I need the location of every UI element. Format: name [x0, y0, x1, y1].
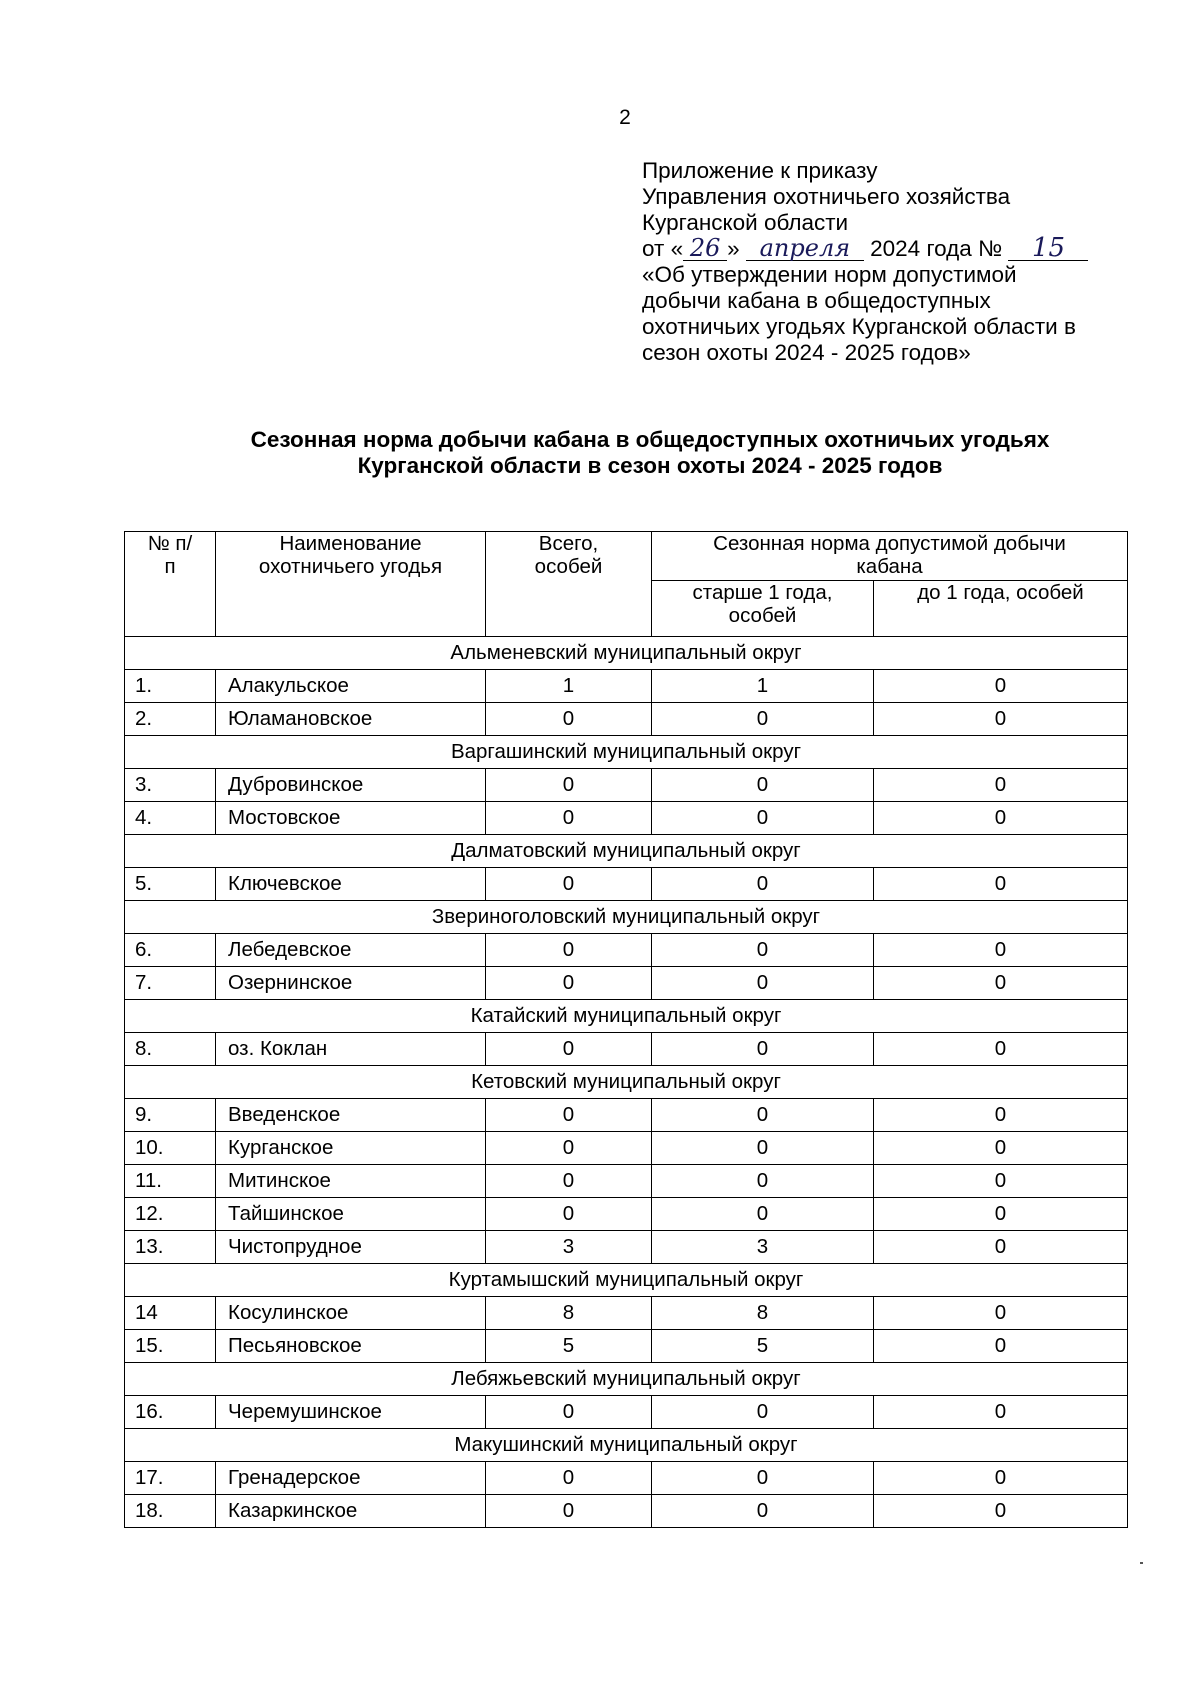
header-older-than-1-year: старше 1 года, особей: [652, 581, 874, 637]
header-hunting-ground: Наименование охотничьего угодья: [216, 532, 486, 637]
older-count: 0: [652, 1396, 874, 1429]
district-row: [125, 1000, 1128, 1033]
total-count: 0: [486, 967, 652, 1000]
row-number: 2.: [125, 703, 216, 736]
district-row: [125, 637, 1128, 670]
younger-count: 0: [874, 1330, 1128, 1363]
younger-count: 0: [874, 1297, 1128, 1330]
younger-count: 0: [874, 1495, 1128, 1528]
table-row: [125, 1297, 1128, 1330]
row-number: 12.: [125, 1198, 216, 1231]
hunting-ground-name: Лебедевское: [216, 934, 486, 967]
hunting-ground-name: Мостовское: [216, 802, 486, 835]
total-count: 0: [486, 934, 652, 967]
total-count: 8: [486, 1297, 652, 1330]
older-count: 1: [652, 670, 874, 703]
younger-count: 0: [874, 670, 1128, 703]
appendix-line: «Об утверждении норм допустимой: [642, 262, 1017, 287]
district-name: Варгашинский муниципальный округ: [125, 736, 1128, 769]
district-row: [125, 901, 1128, 934]
district-row: [125, 1066, 1128, 1099]
district-name: Катайский муниципальный округ: [125, 1000, 1128, 1033]
table-row: [125, 703, 1128, 736]
hunting-norms-table: [124, 531, 1128, 1528]
older-count: 0: [652, 967, 874, 1000]
younger-count: 0: [874, 1231, 1128, 1264]
younger-count: 0: [874, 1396, 1128, 1429]
header-seasonal-norm: Сезонная норма допустимой добычи кабана: [652, 532, 1128, 581]
table-row: [125, 1231, 1128, 1264]
table-row: [125, 1033, 1128, 1066]
older-count: 0: [652, 868, 874, 901]
row-number: 7.: [125, 967, 216, 1000]
district-name: Кетовский муниципальный округ: [125, 1066, 1128, 1099]
older-count: 5: [652, 1330, 874, 1363]
hunting-ground-name: Митинское: [216, 1165, 486, 1198]
district-name: Звериноголовский муниципальный округ: [125, 901, 1128, 934]
handwritten-day: 26: [683, 236, 727, 261]
younger-count: 0: [874, 1165, 1128, 1198]
hunting-ground-name: Дубровинское: [216, 769, 486, 802]
younger-count: 0: [874, 1099, 1128, 1132]
older-count: 0: [652, 1132, 874, 1165]
hunting-ground-name: Ключевское: [216, 868, 486, 901]
appendix-line: Курганской области: [642, 210, 849, 235]
total-count: 0: [486, 703, 652, 736]
appendix-line: охотничьих угодьях Курганской области в: [642, 314, 1076, 339]
younger-count: 0: [874, 802, 1128, 835]
appendix-block: [642, 158, 1162, 366]
total-count: 0: [486, 1495, 652, 1528]
hunting-ground-name: Песьяновское: [216, 1330, 486, 1363]
older-count: 0: [652, 703, 874, 736]
table-row: [125, 934, 1128, 967]
younger-count: 0: [874, 769, 1128, 802]
younger-count: 0: [874, 868, 1128, 901]
table-row: [125, 1330, 1128, 1363]
row-number: 16.: [125, 1396, 216, 1429]
table-row: [125, 670, 1128, 703]
older-count: 0: [652, 1495, 874, 1528]
total-count: 0: [486, 1033, 652, 1066]
district-row: [125, 1363, 1128, 1396]
row-number: 3.: [125, 769, 216, 802]
older-count: 0: [652, 934, 874, 967]
hunting-ground-name: Чистопрудное: [216, 1231, 486, 1264]
row-number: 11.: [125, 1165, 216, 1198]
table-row: [125, 769, 1128, 802]
row-number: 10.: [125, 1132, 216, 1165]
total-count: 0: [486, 1462, 652, 1495]
row-number: 18.: [125, 1495, 216, 1528]
appendix-line: Приложение к приказу: [642, 158, 878, 183]
table-row: [125, 868, 1128, 901]
district-row: [125, 835, 1128, 868]
page-number: 2: [619, 106, 631, 129]
row-number: 1.: [125, 670, 216, 703]
total-count: 0: [486, 802, 652, 835]
hunting-ground-name: Гренадерское: [216, 1462, 486, 1495]
younger-count: 0: [874, 1132, 1128, 1165]
younger-count: 0: [874, 1198, 1128, 1231]
older-count: 3: [652, 1231, 874, 1264]
total-count: 3: [486, 1231, 652, 1264]
total-count: 0: [486, 769, 652, 802]
district-name: Лебяжьевский муниципальный округ: [125, 1363, 1128, 1396]
row-number: 13.: [125, 1231, 216, 1264]
document-title: [150, 427, 1150, 479]
row-number: 9.: [125, 1099, 216, 1132]
header-total: Всего, особей: [486, 532, 652, 637]
row-number: 5.: [125, 868, 216, 901]
hunting-ground-name: Юламановское: [216, 703, 486, 736]
older-count: 0: [652, 1165, 874, 1198]
younger-count: 0: [874, 1462, 1128, 1495]
district-row: [125, 736, 1128, 769]
district-name: Альменевский муниципальный округ: [125, 637, 1128, 670]
total-count: 0: [486, 1099, 652, 1132]
older-count: 0: [652, 1099, 874, 1132]
district-row: [125, 1429, 1128, 1462]
total-count: 5: [486, 1330, 652, 1363]
district-row: [125, 1264, 1128, 1297]
district-name: Макушинский муниципальный округ: [125, 1429, 1128, 1462]
total-count: 0: [486, 1198, 652, 1231]
handwritten-order-number: 15: [1008, 236, 1088, 261]
table-row: [125, 1099, 1128, 1132]
hunting-ground-name: Озернинское: [216, 967, 486, 1000]
table-row: [125, 1396, 1128, 1429]
hunting-ground-name: оз. Коклан: [216, 1033, 486, 1066]
younger-count: 0: [874, 703, 1128, 736]
table-row: [125, 802, 1128, 835]
row-number: 4.: [125, 802, 216, 835]
younger-count: 0: [874, 967, 1128, 1000]
hunting-ground-name: Тайшинское: [216, 1198, 486, 1231]
title-line: Курганской области в сезон охоты 2024 - 2025 годов: [357, 453, 943, 478]
total-count: 1: [486, 670, 652, 703]
row-number: 6.: [125, 934, 216, 967]
hunting-ground-name: Введенское: [216, 1099, 486, 1132]
table-row: [125, 1132, 1128, 1165]
total-count: 0: [486, 1165, 652, 1198]
older-count: 0: [652, 1462, 874, 1495]
district-name: Далматовский муниципальный округ: [125, 835, 1128, 868]
hunting-ground-name: Казаркинское: [216, 1495, 486, 1528]
appendix-date-line: [642, 233, 1162, 263]
appendix-line: Управления охотничьего хозяйства: [642, 184, 1011, 209]
hunting-ground-name: Алакульское: [216, 670, 486, 703]
table-row: [125, 1198, 1128, 1231]
appendix-line: добычи кабана в общедоступных: [642, 288, 991, 313]
table-row: [125, 1495, 1128, 1528]
row-number: 8.: [125, 1033, 216, 1066]
total-count: 0: [486, 1132, 652, 1165]
scan-speck: [1140, 1562, 1143, 1564]
handwritten-month: апреля: [746, 236, 864, 261]
header-number: № п/п: [125, 532, 216, 637]
hunting-ground-name: Косулинское: [216, 1297, 486, 1330]
row-number: 17.: [125, 1462, 216, 1495]
younger-count: 0: [874, 1033, 1128, 1066]
district-name: Куртамышский муниципальный округ: [125, 1264, 1128, 1297]
table-row: [125, 967, 1128, 1000]
table-row: [125, 1462, 1128, 1495]
date-prefix: от «: [642, 236, 684, 261]
row-number: 14: [125, 1297, 216, 1330]
title-line: Сезонная норма добычи кабана в общедоступных охотничьих угодьях: [250, 427, 1050, 452]
older-count: 0: [652, 802, 874, 835]
total-count: 0: [486, 1396, 652, 1429]
hunting-ground-name: Черемушинское: [216, 1396, 486, 1429]
header-under-1-year: до 1 года, особей: [874, 581, 1128, 637]
older-count: 0: [652, 1033, 874, 1066]
date-mid: »: [727, 236, 740, 261]
older-count: 0: [652, 1198, 874, 1231]
table-row: [125, 1165, 1128, 1198]
total-count: 0: [486, 868, 652, 901]
date-year: 2024 года №: [870, 236, 1003, 261]
older-count: 8: [652, 1297, 874, 1330]
table-body: [125, 637, 1128, 1528]
row-number: 15.: [125, 1330, 216, 1363]
hunting-ground-name: Курганское: [216, 1132, 486, 1165]
younger-count: 0: [874, 934, 1128, 967]
appendix-line: сезон охоты 2024 - 2025 годов»: [642, 340, 971, 365]
older-count: 0: [652, 769, 874, 802]
